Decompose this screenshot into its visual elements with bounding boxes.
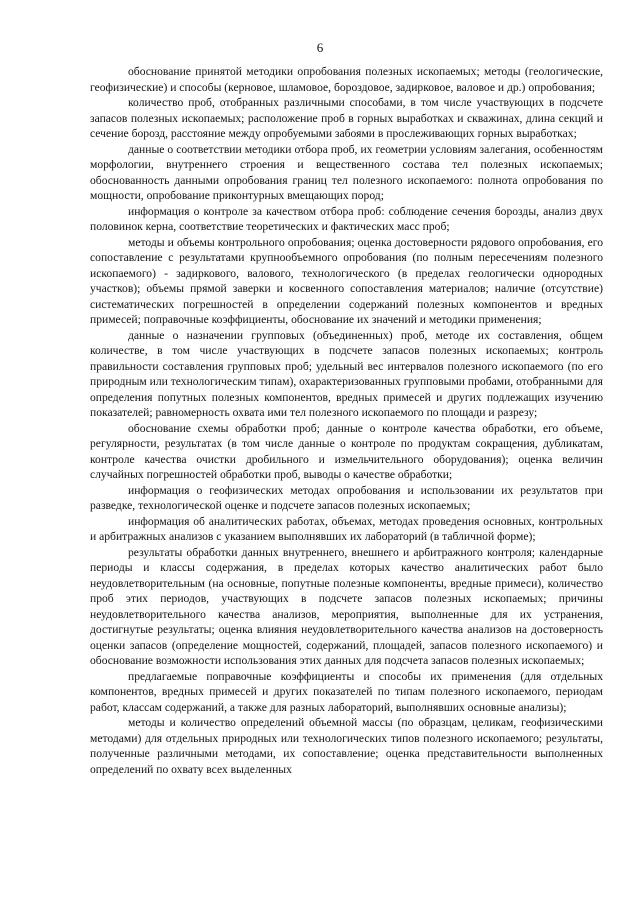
paragraph: методы и количество определений объемной массы (по образцам, целикам, геофизическими методами) для отдельных природных или технологических типов полезного ископаемого; результаты, полученные различными методами, их сопоставление; оценка представительности выполненных определений по охвату всех выделенных — [90, 716, 603, 776]
paragraph: результаты обработки данных внутреннего, внешнего и арбитражного контроля; календарные периоды и классы содержания, в пределах которых качество аналитических работ было неудовлетворительным (на основные, попутные полезные компоненты, вредные примеси), количество проб этих периодов, участвующих в подсчете запасов полезных ископаемых; причины неудовлетворительного качества анализов, мероприятия, выполненные для их устранения, достигнутые результаты; оценка влияния неудовлетворительного качества анализов на достоверность оценки запасов (определение мощностей, содержаний, площадей, запасов полезного ископаемого) и обоснование возможности использования этих данных для подсчета запасов полезных ископаемых; — [90, 545, 603, 667]
paragraph: данные о назначении групповых (объединенных) проб, методе их составления, общем количестве, в том числе участвующих в подсчете запасов полезных ископаемых; контроль правильности составления групповых проб; удельный вес интервалов полезного ископаемого (по его природным или технологическим типам), охарактеризованных групповыми пробами, отобранными для определения попутных полезных компонентов, вредных примесей и других подлежащих изучению показателей; равномерность охвата ими тел полезного ископаемого по площади и разрезу; — [90, 328, 603, 419]
paragraph: информация о геофизических методах опробования и использовании их результатов при разведке, технологической оценке и подсчете запасов полезных ископаемых; — [90, 483, 603, 512]
paragraph: обоснование схемы обработки проб; данные о контроле качества обработки, его объеме, регулярности, результатах (в том числе данные о контроле по продуктам сокращения, дубликатам, контроле качества очистки дробильного и измельчительного оборудования); оценка величин случайных погрешностей обработки проб, выводы о качестве обработки; — [90, 421, 603, 481]
paragraph: предлагаемые поправочные коэффициенты и способы их применения (для отдельных компонентов, вредных примесей и других показателей по типам полезного ископаемого, периодам работ, классам содержаний, а также для разных лабораторий, выполнявших основные анализы); — [90, 669, 603, 714]
paragraph: количество проб, отобранных различными способами, в том числе участвующих в подсчете запасов полезных ископаемых; расположение проб в горных выработках и скважинах, длина секций и сечение борозд, расстояние между опробуемыми забоями в прослеживающих горных выработках; — [90, 96, 603, 140]
paragraph: данные о соответствии методики отбора проб, их геометрии условиям залегания, особенностям морфологии, внутреннего строения и вещественного состава тел полезных ископаемых; обоснованность данными опробования границ тел полезного ископаемого: полнота опробования по мощности, опробование приконтурных вмещающих пород; — [90, 142, 603, 202]
paragraph: информация о контроле за качеством отбора проб: соблюдение сечения борозды, анализ двух половинок керна, соответствие теоретических и фактических масс проб; — [90, 204, 603, 233]
page-number: 6 — [316, 40, 324, 55]
body-text — [90, 64, 603, 777]
paragraph: информация об аналитических работах, объемах, методах проведения основных, контрольных и арбитражных анализов с указанием выполнявших их лабораторий (в табличной форме); — [90, 514, 603, 543]
paragraph: обоснование принятой методики опробования полезных ископаемых; методы (геологические, геофизические) и способы (керновое, шламовое, бороздовое, задирковое, валовое и др.) опробования; — [90, 65, 603, 94]
paragraph: методы и объемы контрольного опробования; оценка достоверности рядового опробования, его сопоставление с результатами крупнообъемного опробования (по полным пересечениям полезного ископаемого) - задиркового, валового, технологического (в пределах геологически однородных участков); объемы прямой заверки и косвенного сопоставления материалов; наличие (отсутствие) систематических погрешностей в определении содержаний полезных компонентов и вредных примесей; поправочные коэффициенты, обоснование их значений и методики применения; — [90, 235, 603, 326]
